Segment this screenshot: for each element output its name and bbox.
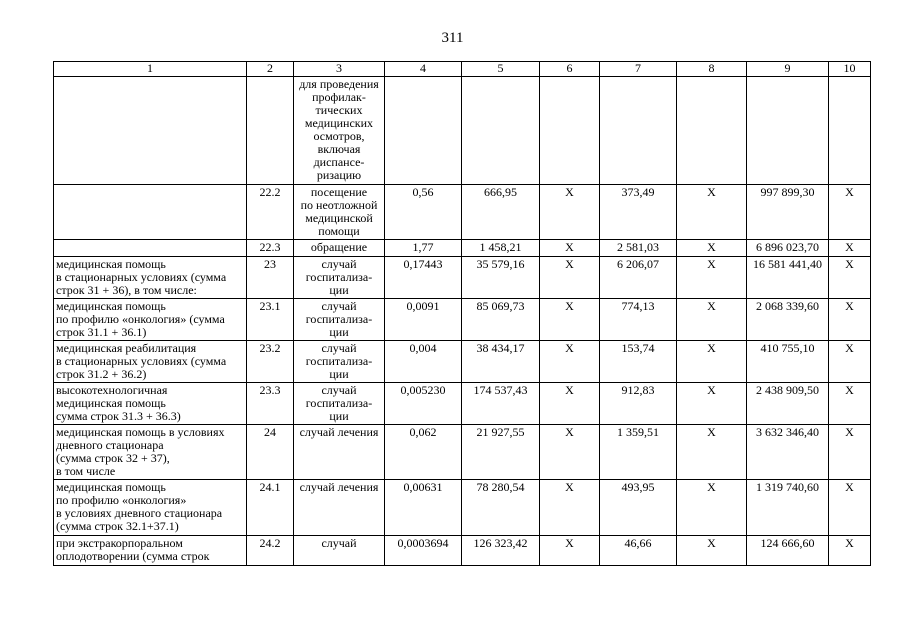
- cell-text: 1 359,51: [617, 425, 659, 439]
- cell-text: X: [845, 257, 854, 271]
- table-cell: [829, 383, 871, 425]
- table-cell: [747, 77, 829, 185]
- cell-text: 0,00631: [403, 480, 443, 494]
- table-cell: [677, 341, 747, 383]
- cell-text: 22.3: [259, 240, 281, 254]
- table-cell: [747, 383, 829, 425]
- table-cell: [829, 425, 871, 480]
- table-row: [54, 536, 871, 566]
- cell-text: 6 896 023,70: [756, 240, 819, 254]
- table-cell: [540, 240, 600, 257]
- table-cell: [829, 77, 871, 185]
- cell-text: X: [845, 425, 854, 439]
- cell-text: случай лечения: [299, 480, 379, 494]
- table-cell: [600, 425, 677, 480]
- table-cell: [462, 77, 540, 185]
- column-header: 1: [54, 62, 247, 77]
- table-cell: [294, 240, 385, 257]
- table-cell: [385, 425, 462, 480]
- table-cell: [462, 185, 540, 240]
- cell-text: 24.1: [259, 480, 281, 494]
- table-row: [54, 257, 871, 299]
- table-cell: [385, 383, 462, 425]
- table-cell: [294, 383, 385, 425]
- table-cell: [747, 341, 829, 383]
- table-cell: [385, 240, 462, 257]
- table-cell: [747, 536, 829, 566]
- table-cell: [747, 257, 829, 299]
- table-cell: [600, 77, 677, 185]
- table-cell: [247, 383, 294, 425]
- cell-text: медицинская помощь в условиях дневного стационара (сумма строк 32 + 37), в том числе: [56, 425, 225, 478]
- column-header: 10: [829, 62, 871, 77]
- cell-text: X: [707, 240, 716, 254]
- table-cell: [600, 299, 677, 341]
- table-cell: [247, 240, 294, 257]
- table-cell: [462, 299, 540, 341]
- cell-text: 2 438 909,50: [756, 383, 819, 397]
- cell-text: 1,77: [412, 240, 434, 254]
- table-cell: [247, 425, 294, 480]
- table-cell: [829, 185, 871, 240]
- table-cell: [540, 185, 600, 240]
- table-cell: [677, 77, 747, 185]
- table-cell: [294, 77, 385, 185]
- table-cell: [294, 185, 385, 240]
- table-cell: [747, 299, 829, 341]
- cell-text: X: [565, 257, 574, 271]
- cell-text: 1 458,21: [479, 240, 522, 254]
- cell-text: 666,95: [484, 185, 517, 199]
- cell-text: 0,56: [412, 185, 434, 199]
- cell-text: 1 319 740,60: [756, 480, 819, 494]
- cell-text: 0,17443: [403, 257, 443, 271]
- table-cell: [247, 185, 294, 240]
- table-cell: [747, 185, 829, 240]
- cell-text: X: [707, 383, 716, 397]
- row-label-cell: [54, 185, 247, 240]
- table-cell: [677, 240, 747, 257]
- table-cell: [600, 341, 677, 383]
- table-body: [54, 62, 871, 566]
- cell-text: X: [845, 480, 854, 494]
- table-cell: [385, 77, 462, 185]
- cell-text: 493,95: [621, 480, 655, 494]
- table-cell: [600, 383, 677, 425]
- table-cell: [247, 341, 294, 383]
- cell-text: 3 632 346,40: [756, 425, 819, 439]
- cell-text: X: [707, 299, 716, 313]
- cell-text: медицинская помощь по профилю «онкология» в условиях дневного стационара (сумма строк 32.1+37.1): [56, 480, 223, 533]
- column-header: 4: [385, 62, 462, 77]
- table-cell: [540, 299, 600, 341]
- table-cell: [247, 536, 294, 566]
- column-header: 8: [677, 62, 747, 77]
- cell-text: X: [565, 240, 574, 254]
- table-cell: [540, 425, 600, 480]
- column-header: 9: [747, 62, 829, 77]
- table-cell: [829, 240, 871, 257]
- table-row: [54, 240, 871, 257]
- cell-text: 153,74: [621, 341, 655, 355]
- header-row: [54, 62, 871, 77]
- row-label-cell: [54, 383, 247, 425]
- page-number: 311: [441, 30, 464, 46]
- table-cell: [677, 536, 747, 566]
- table-cell: [462, 480, 540, 536]
- table-row: [54, 383, 871, 425]
- table-cell: [540, 77, 600, 185]
- table-cell: [600, 536, 677, 566]
- table-cell: [600, 240, 677, 257]
- table-cell: [385, 257, 462, 299]
- cell-text: X: [707, 341, 716, 355]
- table-cell: [385, 185, 462, 240]
- table-cell: [677, 383, 747, 425]
- table-cell: [829, 299, 871, 341]
- table-cell: [247, 480, 294, 536]
- cell-text: X: [845, 536, 854, 550]
- cell-text: обращение: [310, 240, 368, 254]
- table-cell: [294, 257, 385, 299]
- table-cell: [540, 257, 600, 299]
- cell-text: случай: [321, 536, 357, 550]
- table-cell: [294, 341, 385, 383]
- cell-text: X: [565, 341, 574, 355]
- table-cell: [677, 425, 747, 480]
- cell-text: 35 579,16: [476, 257, 525, 271]
- cell-text: X: [845, 341, 854, 355]
- cell-text: X: [565, 383, 574, 397]
- cell-text: X: [845, 240, 854, 254]
- cell-text: 174 537,43: [473, 383, 528, 397]
- table-cell: [462, 425, 540, 480]
- table-cell: [829, 341, 871, 383]
- table-cell: [540, 480, 600, 536]
- table-cell: [294, 480, 385, 536]
- table-cell: [462, 240, 540, 257]
- cell-text: случай госпитализа- ции: [305, 257, 373, 297]
- data-table: [53, 61, 871, 566]
- row-label-cell: [54, 257, 247, 299]
- table-cell: [462, 383, 540, 425]
- cell-text: 85 069,73: [476, 299, 525, 313]
- table-cell: [294, 536, 385, 566]
- cell-text: 0,005230: [400, 383, 446, 397]
- table-cell: [829, 257, 871, 299]
- cell-text: X: [707, 185, 716, 199]
- table-cell: [462, 257, 540, 299]
- row-label-cell: [54, 240, 247, 257]
- cell-text: посещение по неотложной медицинской помощи: [300, 185, 378, 238]
- cell-text: случай госпитализа- ции: [305, 299, 373, 339]
- cell-text: случай госпитализа- ции: [305, 341, 373, 381]
- cell-text: случай лечения: [299, 425, 379, 439]
- row-label-cell: [54, 341, 247, 383]
- table-cell: [600, 257, 677, 299]
- row-label-cell: [54, 425, 247, 480]
- cell-text: X: [707, 257, 716, 271]
- table-row: [54, 299, 871, 341]
- cell-text: 78 280,54: [476, 480, 525, 494]
- cell-text: высокотехнологичная медицинская помощь сумма строк 31.3 + 36.3): [56, 383, 181, 423]
- row-label-cell: [54, 77, 247, 185]
- table-cell: [747, 425, 829, 480]
- cell-text: X: [707, 425, 716, 439]
- cell-text: 410 755,10: [760, 341, 815, 355]
- cell-text: для проведения профилак- тических медицинских осмотров, включая диспансе- ризацию: [299, 77, 379, 182]
- table-cell: [600, 480, 677, 536]
- cell-text: медицинская помощь по профилю «онкология» (сумма строк 31.1 + 36.1): [56, 299, 225, 339]
- column-header: 7: [600, 62, 677, 77]
- table-cell: [385, 299, 462, 341]
- table-row: [54, 77, 871, 185]
- cell-text: при экстракорпоральном оплодотворении (сумма строк: [56, 536, 210, 563]
- table-cell: [247, 299, 294, 341]
- cell-text: 38 434,17: [476, 341, 525, 355]
- table-cell: [540, 341, 600, 383]
- cell-text: X: [845, 185, 854, 199]
- cell-text: X: [845, 299, 854, 313]
- cell-text: X: [565, 536, 574, 550]
- table-cell: [677, 480, 747, 536]
- cell-text: 22.2: [259, 185, 281, 199]
- cell-text: X: [707, 480, 716, 494]
- table-cell: [462, 536, 540, 566]
- cell-text: 24.2: [259, 536, 281, 550]
- table-cell: [829, 536, 871, 566]
- cell-text: 912,83: [621, 383, 655, 397]
- cell-text: 16 581 441,40: [753, 257, 822, 271]
- table-cell: [247, 77, 294, 185]
- cell-text: 124 666,60: [760, 536, 815, 550]
- column-header: 5: [462, 62, 540, 77]
- column-header: 2: [247, 62, 294, 77]
- cell-text: 6 206,07: [617, 257, 659, 271]
- cell-text: 23.1: [259, 299, 281, 313]
- cell-text: 0,0003694: [397, 536, 449, 550]
- table-cell: [829, 480, 871, 536]
- table-row: [54, 185, 871, 240]
- table-cell: [540, 383, 600, 425]
- cell-text: X: [565, 480, 574, 494]
- row-label-cell: [54, 299, 247, 341]
- cell-text: 21 927,55: [476, 425, 525, 439]
- cell-text: 23.2: [259, 341, 281, 355]
- cell-text: 0,062: [409, 425, 437, 439]
- table-cell: [247, 257, 294, 299]
- top-edge-line: [0, 0, 905, 1]
- cell-text: 46,66: [624, 536, 652, 550]
- row-label-cell: [54, 536, 247, 566]
- row-label-cell: [54, 480, 247, 536]
- cell-text: 126 323,42: [473, 536, 528, 550]
- cell-text: 24: [264, 425, 276, 439]
- table-row: [54, 425, 871, 480]
- table-cell: [385, 341, 462, 383]
- table-cell: [747, 480, 829, 536]
- cell-text: 373,49: [621, 185, 655, 199]
- table-cell: [294, 425, 385, 480]
- cell-text: 23.3: [259, 383, 281, 397]
- cell-text: X: [707, 536, 716, 550]
- cell-text: 23: [264, 257, 276, 271]
- cell-text: 0,0091: [406, 299, 440, 313]
- cell-text: 2 068 339,60: [756, 299, 819, 313]
- table-cell: [385, 536, 462, 566]
- column-header: 6: [540, 62, 600, 77]
- cell-text: 0,004: [409, 341, 437, 355]
- cell-text: медицинская реабилитация в стационарных условиях (сумма строк 31.2 + 36.2): [56, 341, 227, 381]
- cell-text: X: [565, 185, 574, 199]
- table-cell: [677, 257, 747, 299]
- cell-text: 997 899,30: [760, 185, 815, 199]
- table-cell: [600, 185, 677, 240]
- cell-text: медицинская помощь в стационарных условиях (сумма строк 31 + 36), в том числе:: [56, 257, 227, 297]
- cell-text: X: [565, 299, 574, 313]
- table-row: [54, 480, 871, 536]
- table-cell: [677, 299, 747, 341]
- cell-text: X: [845, 383, 854, 397]
- cell-text: 2 581,03: [617, 240, 659, 254]
- cell-text: 774,13: [621, 299, 655, 313]
- cell-text: случай госпитализа- ции: [305, 383, 373, 423]
- table-cell: [462, 341, 540, 383]
- table-cell: [747, 240, 829, 257]
- table-cell: [540, 536, 600, 566]
- table-cell: [677, 185, 747, 240]
- cell-text: X: [565, 425, 574, 439]
- column-header: 3: [294, 62, 385, 77]
- table-cell: [294, 299, 385, 341]
- table-row: [54, 341, 871, 383]
- table-cell: [385, 480, 462, 536]
